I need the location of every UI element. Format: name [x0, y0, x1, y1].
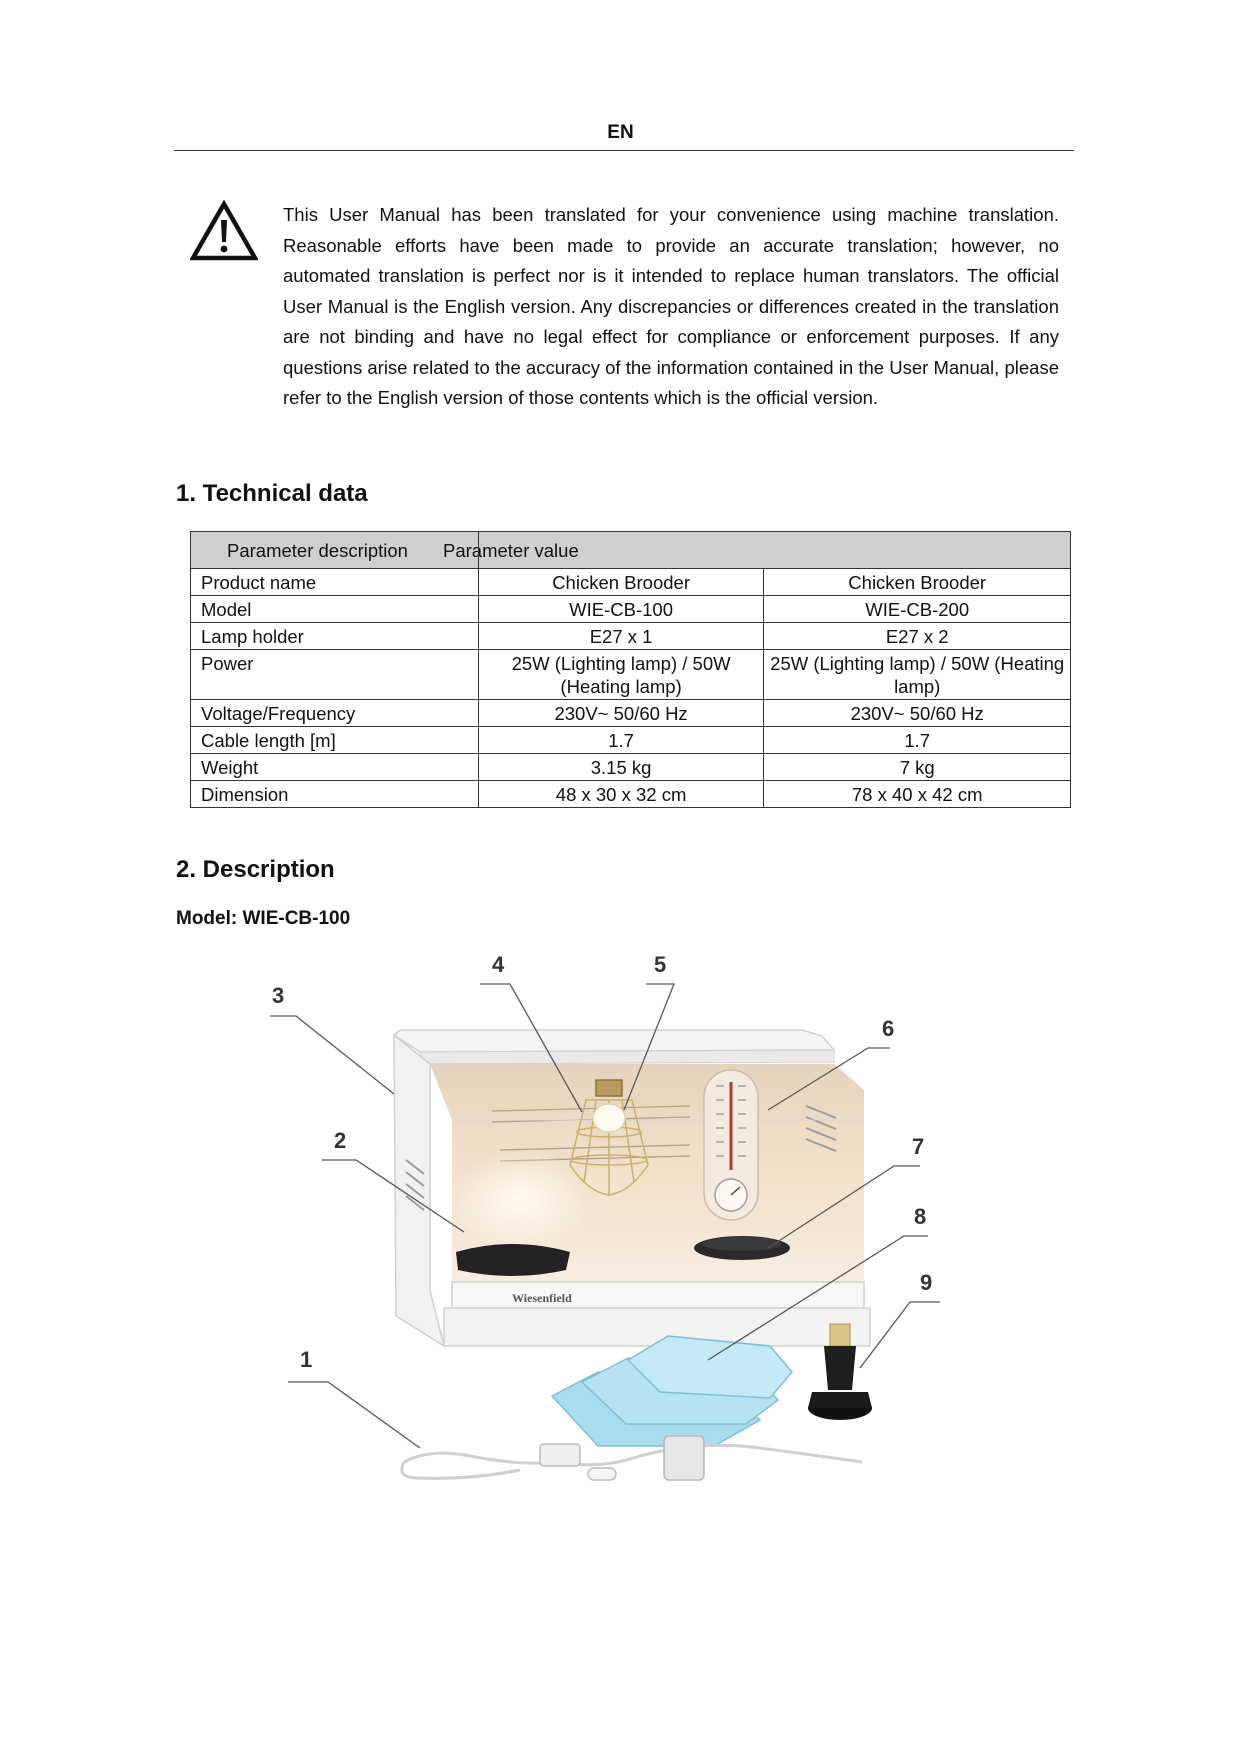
- description-heading: 2. Description: [176, 856, 335, 883]
- row-value-model-100: 3.15 kg: [478, 754, 764, 781]
- row-value-model-200: E27 x 2: [764, 623, 1071, 650]
- row-label: Dimension: [191, 781, 479, 808]
- row-value-model-100: E27 x 1: [478, 623, 764, 650]
- warning-triangle-icon: [190, 200, 258, 262]
- table-row: [191, 781, 1071, 808]
- callout-7: 7: [912, 1134, 925, 1159]
- row-label: Product name: [191, 569, 479, 596]
- row-label: Power: [191, 650, 479, 700]
- row-value-model-200: WIE-CB-200: [764, 596, 1071, 623]
- callout-8: 8: [914, 1204, 927, 1229]
- table-header-row: [191, 532, 1071, 569]
- callout-6: 6: [882, 1016, 895, 1041]
- brand-logo: Wiesenfield: [512, 1291, 572, 1305]
- row-label: Model: [191, 596, 479, 623]
- row-value-model-100: 25W (Lighting lamp) / 50W (Heating lamp): [478, 650, 764, 700]
- row-value-model-100: 230V~ 50/60 Hz: [478, 700, 764, 727]
- bedding-mats: [552, 1336, 792, 1446]
- row-value-model-200: Chicken Brooder: [764, 569, 1071, 596]
- table-row: [191, 754, 1071, 781]
- header-divider: [174, 150, 1074, 151]
- table-row: [191, 727, 1071, 754]
- translation-notice: This User Manual has been translated for your convenience using machine translation. Reasonable efforts have been made to provide an accurate translation; however, no automated translation is perfect nor is it intended to replace human translators. The official User Manual is the English version. Any discrepancies or differences created in the translation are not binding and have no legal effect for compliance or enforcement purposes. If any questions arise related to the accuracy of the information contained in the User Manual, please refer to the English version of those contents which is the official version.: [283, 204, 1059, 408]
- row-value-model-200: 1.7: [764, 727, 1071, 754]
- callout-1: 1: [300, 1347, 313, 1372]
- callout-9: 9: [920, 1270, 933, 1295]
- row-label: Weight: [191, 754, 479, 781]
- table-row: [191, 623, 1071, 650]
- row-label: Cable length [m]: [191, 727, 479, 754]
- callout-2: 2: [334, 1128, 347, 1153]
- row-value-model-200: 78 x 40 x 42 cm: [764, 781, 1071, 808]
- technical-data-heading: 1. Technical data: [176, 480, 368, 507]
- callout-5: 5: [654, 952, 667, 977]
- row-value-model-100: Chicken Brooder: [478, 569, 764, 596]
- callout-3: 3: [272, 983, 285, 1008]
- row-value-model-100: WIE-CB-100: [478, 596, 764, 623]
- table-row: [191, 650, 1071, 700]
- row-value-model-200: 230V~ 50/60 Hz: [764, 700, 1071, 727]
- language-label: EN: [607, 122, 634, 143]
- table-row: [191, 596, 1071, 623]
- row-label: Voltage/Frequency: [191, 700, 479, 727]
- row-label: Lamp holder: [191, 623, 479, 650]
- row-value-model-200: 25W (Lighting lamp) / 50W (Heating lamp): [764, 650, 1071, 700]
- technical-data-table: [190, 531, 1071, 808]
- row-value-model-200: 7 kg: [764, 754, 1071, 781]
- thermometer-hygrometer: [704, 1070, 758, 1220]
- table-row: [191, 569, 1071, 596]
- row-value-model-100: 48 x 30 x 32 cm: [478, 781, 764, 808]
- callout-4: 4: [492, 952, 505, 977]
- row-value-model-100: 1.7: [478, 727, 764, 754]
- model-label: Model: WIE-CB-100: [176, 908, 351, 929]
- table-row: [191, 700, 1071, 727]
- header-divider-line: [478, 531, 479, 569]
- brooder-diagram: [270, 952, 980, 1512]
- brooder-box: [394, 1030, 870, 1346]
- header-parameter-description: Parameter description: [227, 540, 408, 561]
- header-parameter-value: Parameter value: [443, 540, 579, 561]
